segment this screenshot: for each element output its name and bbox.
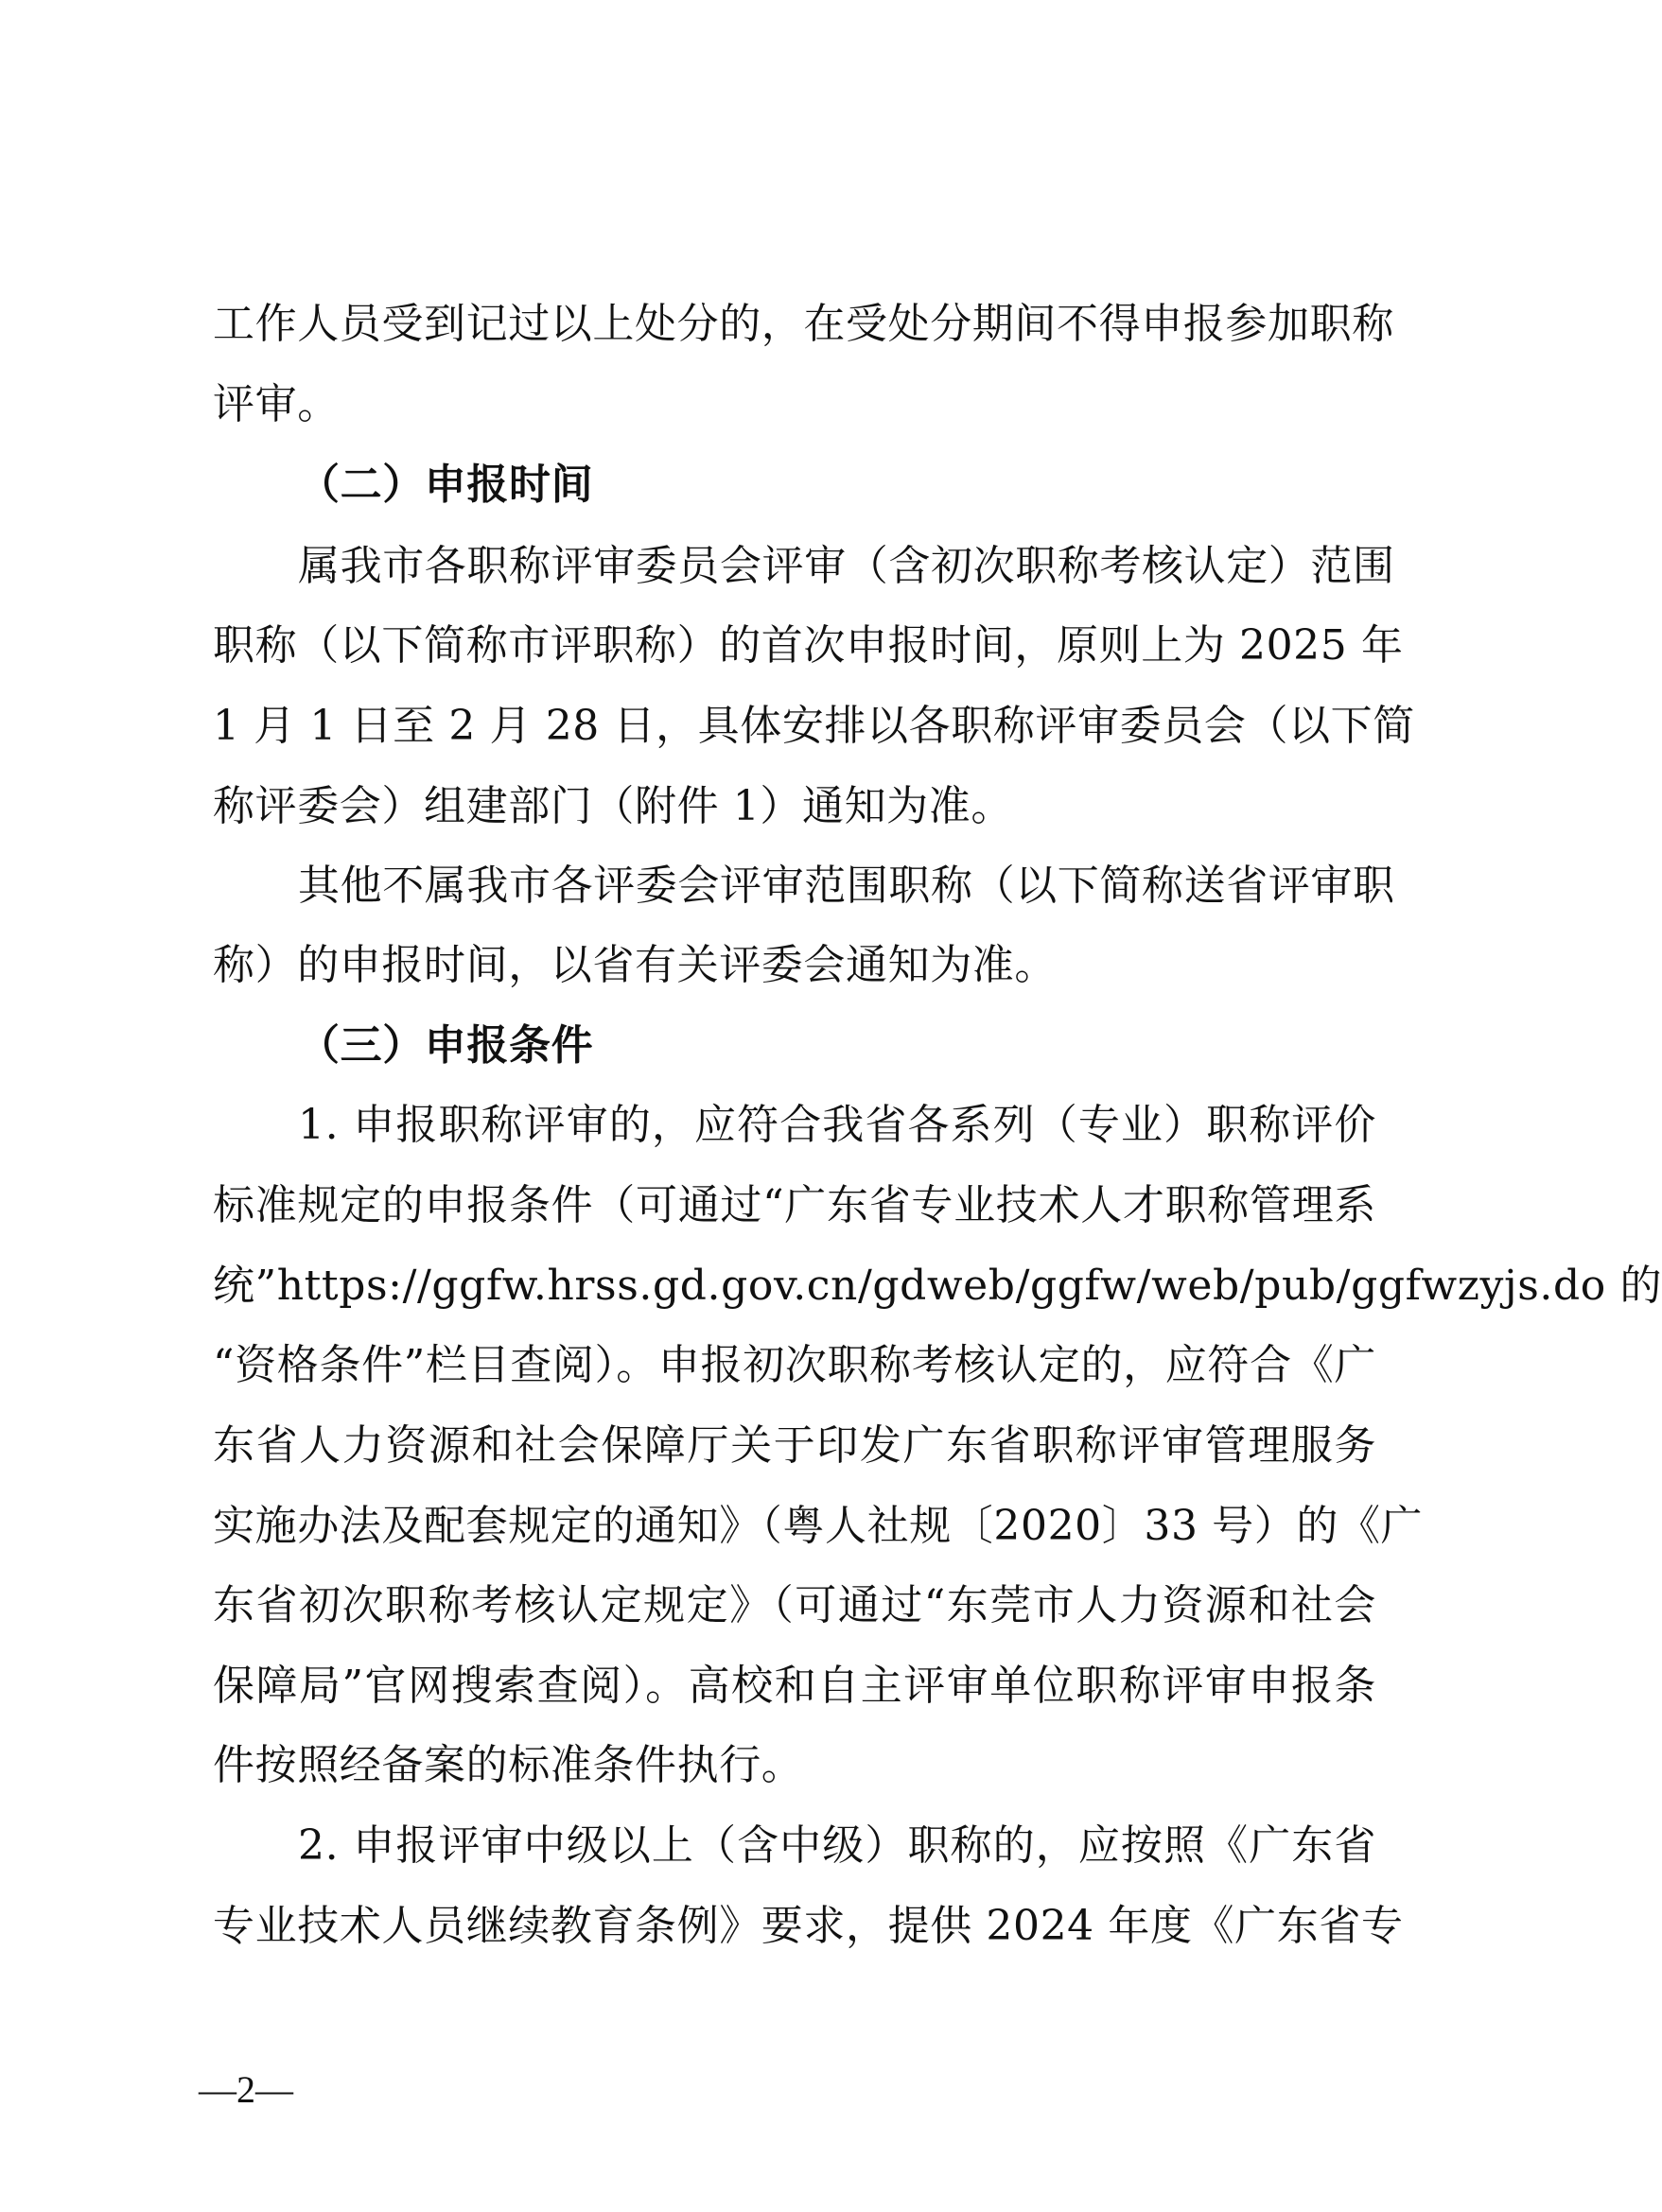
paragraph-line-1: 工作人员受到记过以上处分的，在受处分期间不得申报参加职称 [213, 300, 1394, 348]
paragraph-line-9: 1. 申报职称评审的，应符合我省各系列（专业）职称评价 [298, 1101, 1376, 1149]
paragraph-line-2: 评审。 [213, 380, 340, 428]
paragraph-line-12: “资格条件”栏目查阅）。申报初次职称考核认定的，应符合《广 [213, 1341, 1376, 1389]
paragraph-line-15: 东省初次职称考核认定规定》（可通过“东莞市人力资源和社会 [213, 1581, 1376, 1629]
paragraph-line-11-url: 统”https://ggfw.hrss.gd.gov.cn/gdweb/ggfw/web/pub/ggfwzyjs.do 的 [213, 1262, 1662, 1310]
paragraph-line-5: 1 月 1 日至 2 月 28 日，具体安排以各职称评审委员会（以下简 [213, 702, 1415, 750]
paragraph-line-19: 专业技术人员继续教育条例》要求，提供 2024 年度《广东省专 [213, 1902, 1404, 1950]
paragraph-line-4: 职称（以下简称市评职称）的首次申报时间，原则上为 2025 年 [213, 621, 1404, 670]
section-heading-declaration-conditions: （三）申报条件 [298, 1021, 594, 1070]
paragraph-line-17: 件按照经备案的标准条件执行。 [213, 1741, 804, 1789]
section-heading-declaration-time: （二）申报时间 [298, 461, 594, 509]
page-number: —2— [199, 2068, 293, 2111]
paragraph-line-3: 属我市各职称评审委员会评审（含初次职称考核认定）范围 [298, 542, 1395, 590]
paragraph-line-16: 保障局”官网搜索查阅）。高校和自主评审单位职称评审申报条 [213, 1662, 1376, 1710]
paragraph-line-6: 称评委会）组建部门（附件 1）通知为准。 [213, 782, 1013, 830]
paragraph-line-8: 称）的申报时间，以省有关评委会通知为准。 [213, 941, 1057, 989]
paragraph-line-13: 东省人力资源和社会保障厅关于印发广东省职称评审管理服务 [213, 1421, 1376, 1470]
paragraph-line-18: 2. 申报评审中级以上（含中级）职称的，应按照《广东省 [298, 1821, 1376, 1870]
paragraph-line-7: 其他不属我市各评委会评审范围职称（以下简称送省评审职 [298, 862, 1395, 910]
paragraph-line-10: 标准规定的申报条件（可通过“广东省专业技术人才职称管理系 [213, 1181, 1376, 1229]
paragraph-line-14: 实施办法及配套规定的通知》（粤人社规〔2020〕33 号）的《广 [213, 1502, 1424, 1550]
